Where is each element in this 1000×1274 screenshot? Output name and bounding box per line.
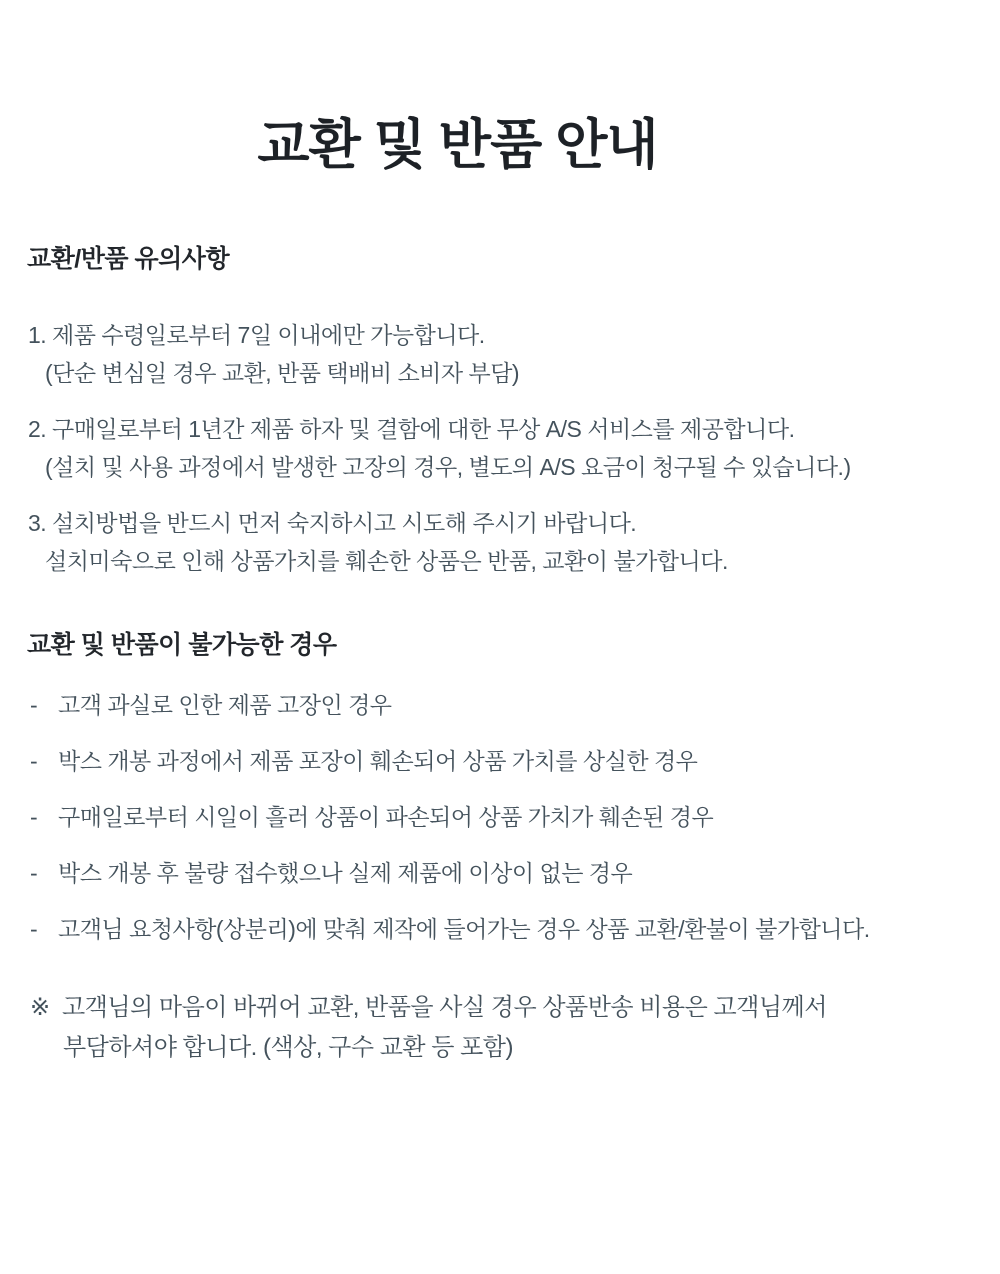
list-number: 2. [28, 416, 47, 442]
impossible-item-3-text: 구매일로부터 시일이 흘러 상품이 파손되어 상품 가치가 훼손된 경우 [58, 804, 714, 830]
footnote [0, 988, 1000, 1068]
notice-item-1 [0, 316, 1000, 392]
page-title: 교환 및 반품 안내 [257, 115, 658, 175]
notice-section [0, 242, 1000, 580]
dash-bullet: - [30, 804, 38, 830]
impossible-item-2-text: 박스 개봉 과정에서 제품 포장이 훼손되어 상품 가치를 상실한 경우 [58, 748, 698, 774]
dash-bullet: - [30, 916, 38, 942]
impossible-item-1 [0, 686, 1000, 724]
notice-item-1-subtext: (단순 변심일 경우 교환, 반품 택배비 소비자 부담) [45, 360, 520, 386]
notice-item-3-text: 설치방법을 반드시 먼저 숙지하시고 시도해 주시기 바랍니다. [52, 510, 637, 536]
list-number: 1. [28, 322, 47, 348]
footnote-line-1 [30, 988, 1000, 1028]
notice-section-heading: 교환/반품 유의사항 [27, 245, 230, 273]
notice-item-2-text: 구매일로부터 1년간 제품 하자 및 결함에 대한 무상 A/S 서비스를 제공합니다. [52, 416, 795, 442]
impossible-cases-section [0, 628, 1000, 948]
notice-item-3-line-1 [28, 504, 1000, 542]
dash-bullet: - [30, 748, 38, 774]
impossible-item-4 [0, 854, 1000, 892]
impossible-section-heading: 교환 및 반품이 불가능한 경우 [27, 631, 337, 659]
dash-bullet: - [30, 860, 38, 886]
notice-item-2-line-1 [28, 410, 1000, 448]
impossible-item-5 [0, 910, 1000, 948]
reference-mark: ※ [30, 994, 50, 1021]
footnote-line-2: 부담하셔야 합니다. (색상, 구수 교환 등 포함) [63, 1034, 513, 1061]
notice-item-1-line-1 [28, 316, 1000, 354]
footnote-line-1-text: 고객님의 마음이 바뀌어 교환, 반품을 사실 경우 상품반송 비용은 고객님께서 [62, 994, 827, 1021]
notice-item-1-text: 제품 수령일로부터 7일 이내에만 가능합니다. [52, 322, 485, 348]
impossible-item-1-text: 고객 과실로 인한 제품 고장인 경우 [58, 692, 392, 718]
notice-item-2 [0, 410, 1000, 486]
impossible-item-2 [0, 742, 1000, 780]
dash-bullet: - [30, 692, 38, 718]
notice-item-3-subtext: 설치미숙으로 인해 상품가치를 훼손한 상품은 반품, 교환이 불가합니다. [45, 548, 728, 574]
impossible-item-3 [0, 798, 1000, 836]
impossible-item-5-text: 고객님 요청사항(상분리)에 맞춰 제작에 들어가는 경우 상품 교환/환불이 불가합니다. [58, 916, 870, 942]
notice-item-2-subtext: (설치 및 사용 과정에서 발생한 고장의 경우, 별도의 A/S 요금이 청구될 수 있습니다.) [45, 454, 851, 480]
impossible-item-4-text: 박스 개봉 후 불량 접수했으나 실제 제품에 이상이 없는 경우 [58, 860, 633, 886]
notice-item-3 [0, 504, 1000, 580]
list-number: 3. [28, 510, 47, 536]
